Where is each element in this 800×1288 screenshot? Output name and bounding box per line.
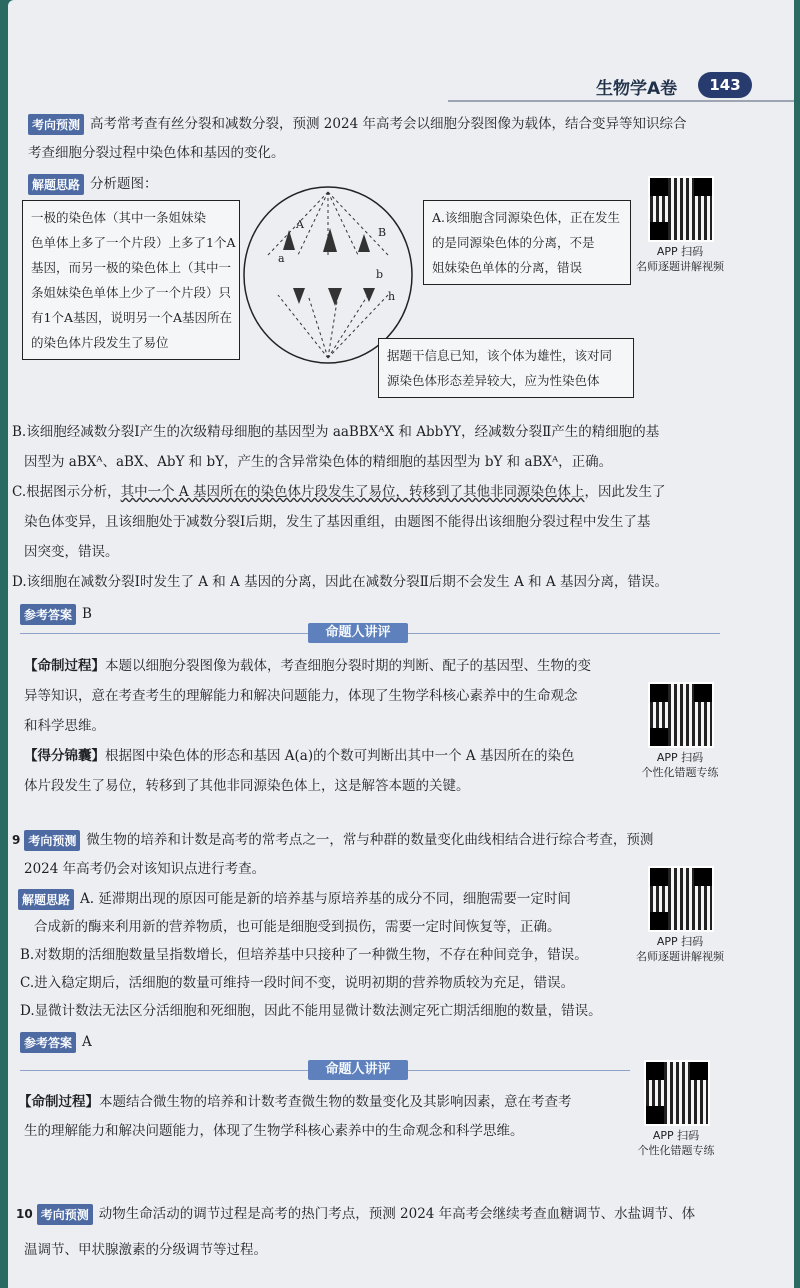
q9-option-d: D.显微计数法无法区分活细胞和死细胞，因此不能用显微计数法测定死亡期活细胞的数量，错误。 <box>20 1003 602 1019</box>
qr-caption-line: APP 扫码 <box>656 935 704 948</box>
right-note-line: 的是同源染色体的分离，不是 <box>432 235 595 250</box>
answer-value: B <box>82 606 92 622</box>
q9-option-b: B.对数期的活细胞数量呈指数增长，但培养基中只接种了一种微生物，不存在种间竞争，错误。 <box>20 947 588 963</box>
header-subject: 生物学A卷 <box>596 79 678 99</box>
review1-tips-line1 <box>24 742 574 771</box>
predict-tag: 考向预测 <box>37 1204 93 1225</box>
review-banner: 命题人讲评 <box>308 1060 408 1080</box>
q9-option-a-line2: 合成新的酶来利用新的营养物质，也可能是细胞受到损伤，需要一定时间恢复等，正确。 <box>34 919 561 935</box>
q8-solve-intro: 分析题图： <box>90 176 158 192</box>
tips-text: 根据图中染色体的形态和基因 A(a)的个数可判断出其中一个 A 基因所在的染色 <box>105 748 575 764</box>
answer-value: A <box>82 1034 92 1050</box>
q8-predict-line1: 高考常考查有丝分裂和减数分裂，预测 2024 年高考会以细胞分裂图像为载体，结合变异等知识综合 <box>90 116 687 132</box>
qr-code[interactable] <box>648 682 714 748</box>
qr-caption <box>625 750 735 780</box>
q8-option-c-line1 <box>12 478 665 507</box>
qr-caption-line: 名师逐题讲解视频 <box>636 950 724 963</box>
review2-process-line1 <box>18 1088 572 1117</box>
left-note-line: 的染色体片段发生了易位 <box>31 335 169 350</box>
predict-tag: 考向预测 <box>28 114 84 135</box>
q9-predict-line2: 2024 年高考仍会对该知识点进行考查。 <box>24 861 266 877</box>
review1-process-line3: 和科学思维。 <box>24 718 105 734</box>
option-a-text: A. 延滞期出现的原因可能是新的培养基与原培养基的成分不同，细胞需要一定时间 <box>80 891 571 907</box>
q9-option-c: C.进入稳定期后，活细胞的数量可维持一段时间不变，说明初期的营养物质较为充足，错误。 <box>20 975 575 991</box>
q9-predict <box>12 826 653 855</box>
review1-tips-line2: 体片段发生了易位，转移到了其他非同源染色体上，这是解答本题的关键。 <box>24 778 470 794</box>
left-note-line: 色单体上多了一个片段）上多了1个A <box>31 235 236 250</box>
option-c-underlined: 其中一个 A 基因所在的染色体片段发生了易位，转移到了其他非同源染色体上 <box>120 484 585 500</box>
qr-code[interactable] <box>648 176 714 242</box>
left-note-line: 基因，而另一极的染色体上（其中一 <box>31 260 232 275</box>
gene-label: a <box>278 252 285 265</box>
qr-caption <box>625 934 735 964</box>
option-c-prefix: C.根据图示分析， <box>12 484 121 500</box>
left-note-line: 条姐妹染色单体上少了一个片段）只 <box>31 285 232 300</box>
q10-predict-line2: 温调节、甲状腺激素的分级调节等过程。 <box>24 1242 267 1258</box>
process-label: 【命制过程】 <box>18 1094 99 1110</box>
q9-predict-line1: 微生物的培养和计数是高考的常考点之一，常与种群的数量变化曲线相结合进行综合考查，预测 <box>86 832 654 848</box>
diagram-left-note <box>22 200 240 360</box>
review2-process-line2: 生的理解能力和解决问题能力，体现了生物学科核心素养中的生命观念和科学思维。 <box>24 1123 524 1139</box>
q8-solve <box>28 170 158 199</box>
q8-option-c-line2: 染色体变异，且该细胞处于减数分裂Ⅰ后期，发生了基因重组，由题图不能得出该细胞分裂过程中发生了基 <box>24 514 651 530</box>
q8-option-c-line3: 因突变，错误。 <box>24 544 119 560</box>
qr-caption-line: 名师逐题讲解视频 <box>636 260 724 273</box>
question-number: 9 <box>12 833 21 847</box>
gene-label: b <box>376 268 384 281</box>
qr-caption-line: APP 扫码 <box>656 751 704 764</box>
solve-tag: 解题思路 <box>18 889 74 910</box>
qr-caption <box>621 1128 731 1158</box>
qr-caption-line: APP 扫码 <box>652 1129 700 1142</box>
q8-answer <box>20 600 92 629</box>
header-divider <box>448 100 794 102</box>
qr-code[interactable] <box>644 1060 710 1126</box>
left-note-line: 一极的染色体（其中一条姐妹染 <box>31 210 207 225</box>
question-number: 10 <box>16 1207 33 1221</box>
review1-process-line1 <box>24 652 591 681</box>
process-text: 本题以细胞分裂图像为载体，考查细胞分裂时期的判断、配子的基因型、生物的变 <box>105 658 591 674</box>
right-note-line: 姐妹染色单体的分离，错误 <box>432 260 583 275</box>
qr-code[interactable] <box>648 866 714 932</box>
process-text: 本题结合微生物的培养和计数考查微生物的数量变化及其影响因素，意在考查考 <box>99 1094 572 1110</box>
q8-option-d: D.该细胞在减数分裂Ⅰ时发生了 A 和 A 基因的分离，因此在减数分裂Ⅱ后期不会发生 A 和 A 基因分离，错误。 <box>12 574 668 590</box>
gene-label: B <box>378 226 387 239</box>
chromosomes <box>283 228 375 306</box>
q8-option-b-line2: 因型为 aBXᴬ、aBX、AbY 和 bY，产生的含异常染色体的精细胞的基因型为 bY 和 aBXᴬ，正确。 <box>24 454 613 470</box>
review1-process-line2: 异等知识，意在考查考生的理解能力和解决问题能力，体现了生物学科核心素养中的生命观念 <box>24 688 578 704</box>
diagram-right-note-bottom <box>378 338 634 398</box>
option-c-suffix: ，因此发生了 <box>584 484 666 500</box>
solve-tag: 解题思路 <box>28 174 84 195</box>
right-note-line: 源染色体形态差异较大，应为性染色体 <box>387 373 600 388</box>
answer-tag: 参考答案 <box>20 604 76 625</box>
diagram-right-note-top <box>423 200 631 285</box>
tips-label: 【得分锦囊】 <box>24 748 105 764</box>
gene-label: A <box>296 218 304 231</box>
q10-predict <box>16 1200 695 1229</box>
q8-predict-line2: 考查细胞分裂过程中染色体和基因的变化。 <box>28 145 285 161</box>
qr-caption-line: APP 扫码 <box>656 245 704 258</box>
gene-label: h <box>388 290 396 303</box>
q8-predict <box>28 110 686 139</box>
qr-caption-line: 个性化错题专练 <box>641 766 719 779</box>
right-note-line: 据题干信息已知，该个体为雄性，该对同 <box>387 348 613 363</box>
q9-answer <box>20 1028 92 1057</box>
spindle-fibers <box>268 192 388 358</box>
q10-predict-line1: 动物生命活动的调节过程是高考的热门考点，预测 2024 年高考会继续考查血糖调节、水盐调节、体 <box>98 1206 696 1222</box>
page-number-badge: 143 <box>698 72 752 98</box>
review-banner: 命题人讲评 <box>308 623 408 643</box>
right-note-line: A.该细胞含同源染色体，正在发生 <box>432 210 621 225</box>
page <box>8 0 794 1288</box>
qr-caption <box>625 244 735 274</box>
q9-option-a-line1 <box>18 885 571 914</box>
predict-tag: 考向预测 <box>24 830 80 851</box>
left-note-line: 有1个A基因，说明另一个A基因所在 <box>31 310 233 325</box>
answer-tag: 参考答案 <box>20 1032 76 1053</box>
process-label: 【命制过程】 <box>24 658 105 674</box>
cell-membrane <box>244 187 412 363</box>
q8-option-b-line1: B.该细胞经减数分裂Ⅰ产生的次级精母细胞的基因型为 aaBBXᴬX 和 AbbYY，经减数分裂Ⅱ产生的精细胞的基 <box>12 424 660 440</box>
qr-caption-line: 个性化错题专练 <box>637 1144 715 1157</box>
